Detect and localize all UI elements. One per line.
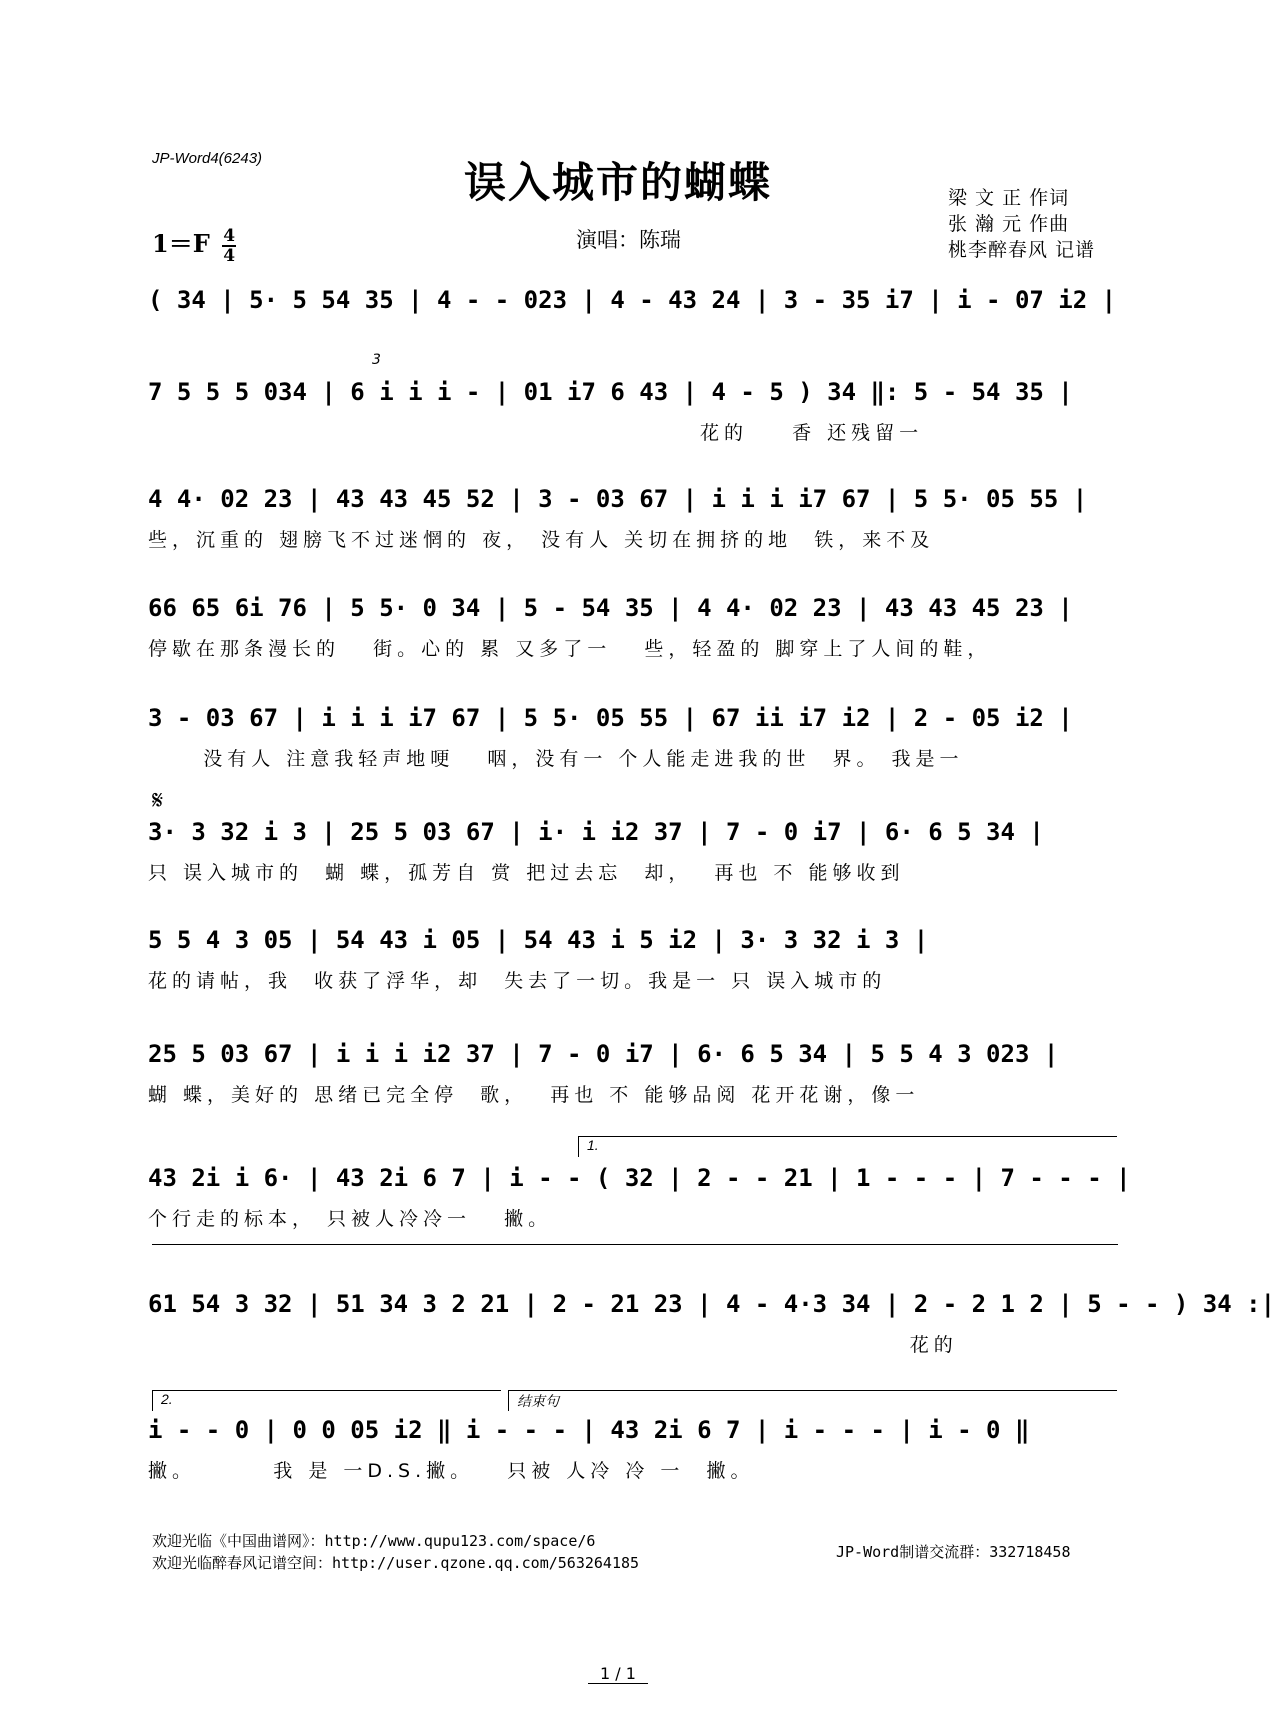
notes-line-1: ( 34 | 5· 5 54 35 | 4 - - 023 | 4 - 43 24 | 3 - 35 i7 | i - 07 i2 |: [148, 286, 1117, 314]
score-line-9: [148, 1164, 1131, 1274]
software-label: JP-Word4(6243): [152, 150, 263, 167]
lyrics-line-3: 些，沉重的 翅膀飞不过迷惘的 夜， 没有人 关切在拥挤的地 铁，来不及: [148, 529, 935, 551]
notes-line-5: 3 - 03 67 | i i i i7 67 | 5 5· 05 55 | 67 ii i7 i2 | 2 - 05 i2 |: [148, 704, 1073, 732]
volta-2: 2.: [152, 1390, 501, 1411]
volta-1-continuation: [152, 1244, 1118, 1245]
credits: [948, 185, 1095, 263]
lyrics-line-11: 撇。 我 是 一D.S.撇。 只被 人冷 冷 一 撇。: [148, 1460, 755, 1482]
lyrics-line-8: 蝴 蝶，美好的 思绪已完全停 歌， 再也 不 能够品阅 花开花谢，像一: [148, 1084, 920, 1106]
score-line-5: [148, 704, 1118, 814]
time-signature: [222, 225, 236, 266]
lyrics-line-10: 花的: [148, 1334, 958, 1356]
footer-link-qupu: 欢迎光临《中国曲谱网》：http://www.qupu123.com/space/6: [152, 1532, 596, 1550]
score-line-11: [148, 1416, 1118, 1526]
notes-line-9: 43 2i i 6· | 43 2i 6 7 | i - - ( 32 | 2 - - 21 | 1 - - - | 7 - - - |: [148, 1164, 1131, 1192]
key-signature: [152, 224, 236, 264]
transcriber-credit: 桃李醉春风 记谱: [948, 239, 1096, 261]
footer-group: JP-Word制谱交流群：332718458: [836, 1543, 1071, 1561]
score-line-3: [148, 485, 1118, 595]
footer-links: [152, 1530, 639, 1574]
lyrics-line-4: 停歇在那条漫长的 街。心的 累 又多了一 些，轻盈的 脚穿上了人间的鞋，: [148, 638, 992, 660]
notes-line-8: 25 5 03 67 | i i i i2 37 | 7 - 0 i7 | 6· 6 5 34 | 5 5 4 3 023 |: [148, 1040, 1059, 1068]
notes-line-4: 66 65 6i 76 | 5 5· 0 34 | 5 - 54 35 | 4 4· 02 23 | 43 43 45 23 |: [148, 594, 1073, 622]
ending-phrase-label: 结束句: [508, 1390, 1117, 1411]
score-line-2: [148, 378, 1118, 488]
key-label: 1＝F: [152, 229, 210, 258]
lyrics-line-6: 只 误入城市的 蝴 蝶，孤芳自 赏 把过去忘 却， 再也 不 能够收到: [148, 862, 905, 884]
lyrics-line-5: 没有人 注意我轻声地哽 咽，没有一 个人能走进我的世 界。 我是一: [148, 748, 964, 770]
notes-line-10: 61 54 3 32 | 51 34 3 2 21 | 2 - 21 23 | 4 - 4·3 34 | 2 - 2 1 2 | 5 - - ) 34 :|: [148, 1290, 1275, 1318]
volta-1: 1.: [578, 1136, 1117, 1157]
notes-line-3: 4 4· 02 23 | 43 43 45 52 | 3 - 03 67 | i i i i7 67 | 5 5· 05 55 |: [148, 485, 1088, 513]
segno-sign: 𝄋: [152, 786, 164, 816]
lyricist-credit: 梁 文 正 作词: [948, 187, 1070, 209]
page-number: 1 / 1: [588, 1664, 648, 1684]
composer-credit: 张 瀚 元 作曲: [948, 213, 1070, 235]
singer-label: 演唱：陈瑞: [576, 228, 681, 252]
footer-link-qzone: 欢迎光临醉春风记谱空间：http://user.qzone.qq.com/563264185: [152, 1554, 640, 1572]
score-line-4: [148, 594, 1118, 704]
notes-line-2: 7 5 5 5 034 | 6 i i i - | 01 i7 6 43 | 4 - 5 ) 34 ‖: 5 - 54 35 |: [148, 378, 1073, 406]
time-sig-top: 4: [223, 225, 236, 246]
triplet-mark: 3: [372, 352, 381, 368]
score-line-8: [148, 1040, 1118, 1150]
score-line-7: [148, 926, 1118, 1036]
score-line-10: [148, 1290, 1275, 1400]
song-title: 误入城市的蝴蝶: [464, 158, 773, 207]
lyrics-line-2: 花的 香 还残留一: [148, 422, 924, 444]
score-line-6: [148, 818, 1118, 928]
notes-line-6: 3· 3 32 i 3 | 25 5 03 67 | i· i i2 37 | 7 - 0 i7 | 6· 6 5 34 |: [148, 818, 1044, 846]
lyrics-line-7: 花的请帖，我 收获了浮华，却 失去了一切。我是一 只 误入城市的: [148, 970, 887, 992]
lyrics-line-9: 个行走的标本， 只被人冷冷一 撇。: [148, 1208, 553, 1230]
time-sig-bottom: 4: [223, 245, 236, 266]
notes-line-7: 5 5 4 3 05 | 54 43 i 05 | 54 43 i 5 i2 | 3· 3 32 i 3 |: [148, 926, 929, 954]
notes-line-11: i - - 0 | 0 0 05 i2 ‖ i - - - | 43 2i 6 7 | i - - - | i - 0 ‖: [148, 1416, 1030, 1444]
